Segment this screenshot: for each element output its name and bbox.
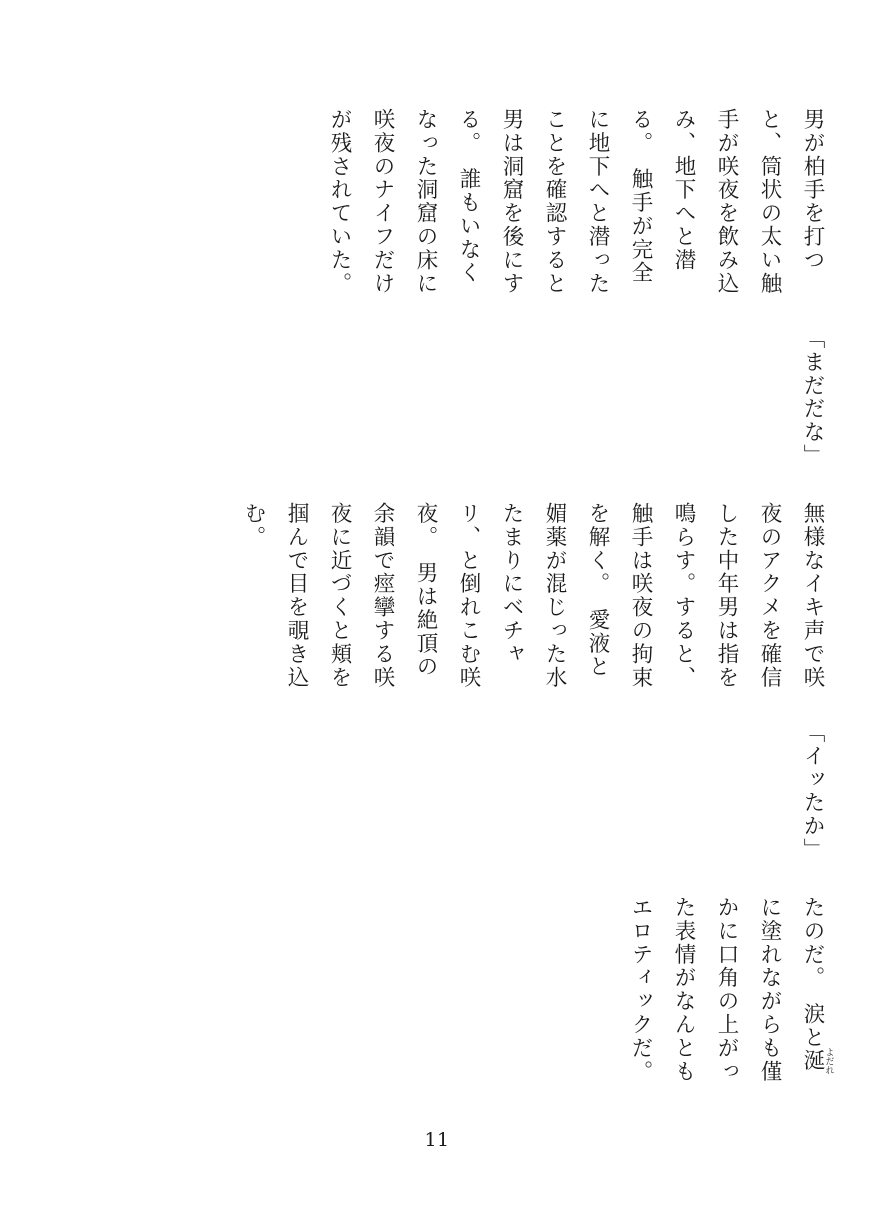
page-number: 11 [424, 1129, 450, 1151]
paragraph-1-text-lead: たのだ。 涙と [800, 896, 825, 1050]
ruby-base: 涎 [800, 1047, 825, 1075]
paragraph-5: 男が柏手を打つと、筒状の太い触手が咲夜を飲み込み、地下へと潜る。 触手が完全に地下へと潜ったことを確認すると男は洞窟を後にする。 誰もいなくなった洞窟の床に咲夜のナイフだけが残されていた。 [327, 108, 825, 296]
ruby-yodare [800, 1047, 834, 1075]
paragraph-3: 無様なイキ声で咲夜のアクメを確信した中年男は指を鳴らす。すると、触手は咲夜の拘束を解く。 愛液と媚薬が混じった水たまりにベチャリ、と倒れこむ咲夜。 男は絶頂の余韻で痙攣する咲夜に近づくと頬を掴んで目を覗き込む。 [241, 502, 825, 690]
paragraph-4: 「まだだな」 [800, 326, 825, 468]
paragraph-1-text-tail: に塗れながらも僅かに口角の上がった表情がなんともエロティックだ。 [628, 896, 782, 1084]
paragraph-1 [619, 896, 834, 1093]
vertical-text-body [234, 108, 834, 1093]
paragraph-2: 「イッたか」 [800, 720, 825, 862]
ruby-reading: よだれ [823, 1047, 834, 1075]
